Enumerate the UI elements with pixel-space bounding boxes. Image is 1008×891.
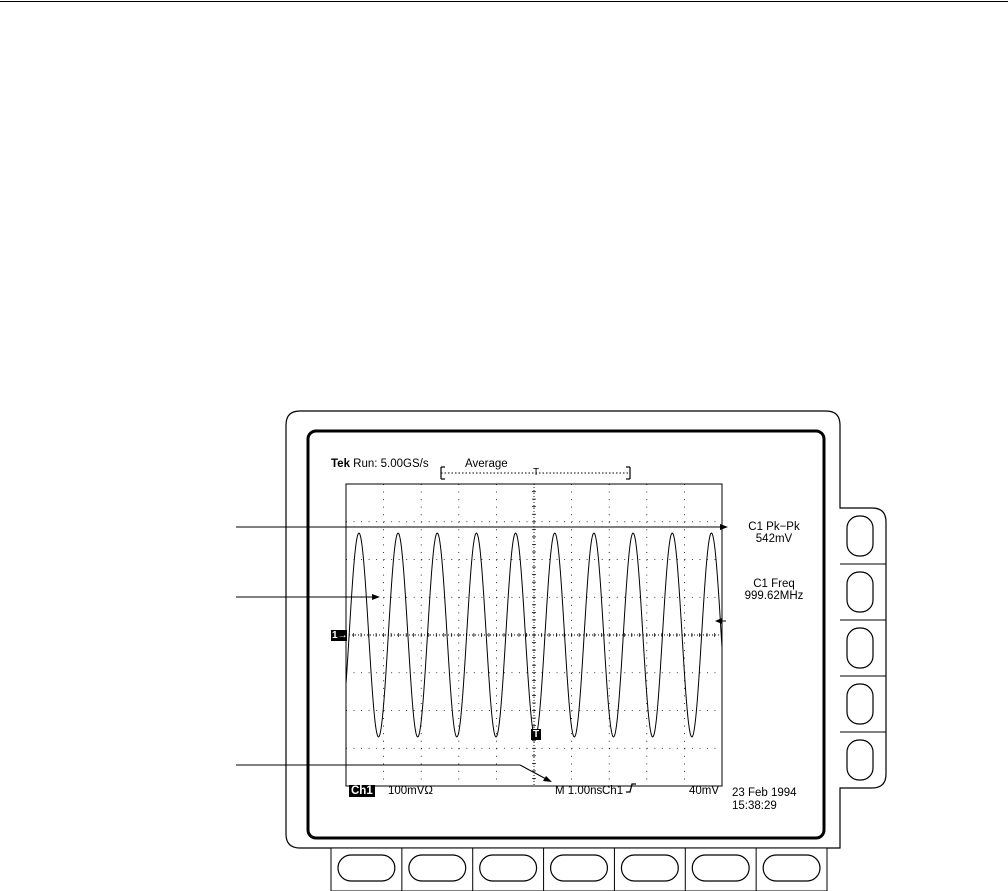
- record-trigger-marker: T: [533, 467, 540, 478]
- trigger-position-marker: T: [533, 729, 540, 740]
- side-menu-button-3[interactable]: [847, 628, 873, 668]
- bottom-menu-button-6[interactable]: [692, 855, 749, 881]
- side-menu-button-2[interactable]: [847, 572, 873, 612]
- bottom-menu-button-4[interactable]: [551, 855, 608, 881]
- trigger-level: 40mV: [689, 785, 720, 797]
- bottom-menu-button-7[interactable]: [763, 855, 820, 881]
- pkpk-value: 542mV: [755, 533, 793, 545]
- bottom-menu-button-2[interactable]: [409, 855, 466, 881]
- side-menu-button-1[interactable]: [847, 516, 873, 556]
- run-status: Run: 5.00GS/s: [353, 458, 429, 470]
- channel-ref-marker: 1→: [332, 630, 348, 641]
- pkpk-label: C1 Pk−Pk: [748, 521, 800, 533]
- bottom-menu-button-3[interactable]: [480, 855, 537, 881]
- side-menu-button-5[interactable]: [847, 740, 873, 780]
- brand-label: Tek: [331, 458, 350, 470]
- acquisition-mode: Average: [465, 458, 508, 470]
- vertical-scale: 100mVΩ: [388, 785, 434, 797]
- display-screen: [308, 431, 824, 838]
- side-menu-button-4[interactable]: [847, 684, 873, 724]
- date-readout: 23 Feb 1994: [732, 787, 797, 799]
- horizontal-timebase: M 1.00ns: [555, 785, 603, 797]
- bottom-menu-button-5[interactable]: [621, 855, 678, 881]
- freq-label: C1 Freq: [753, 578, 795, 590]
- bottom-menu-button-1[interactable]: [338, 855, 395, 881]
- freq-value: 999.62MHz: [744, 590, 804, 602]
- trigger-source: Ch1: [602, 785, 624, 797]
- time-readout: 15:38:29: [732, 800, 777, 812]
- channel-indicator: Ch1: [351, 785, 373, 797]
